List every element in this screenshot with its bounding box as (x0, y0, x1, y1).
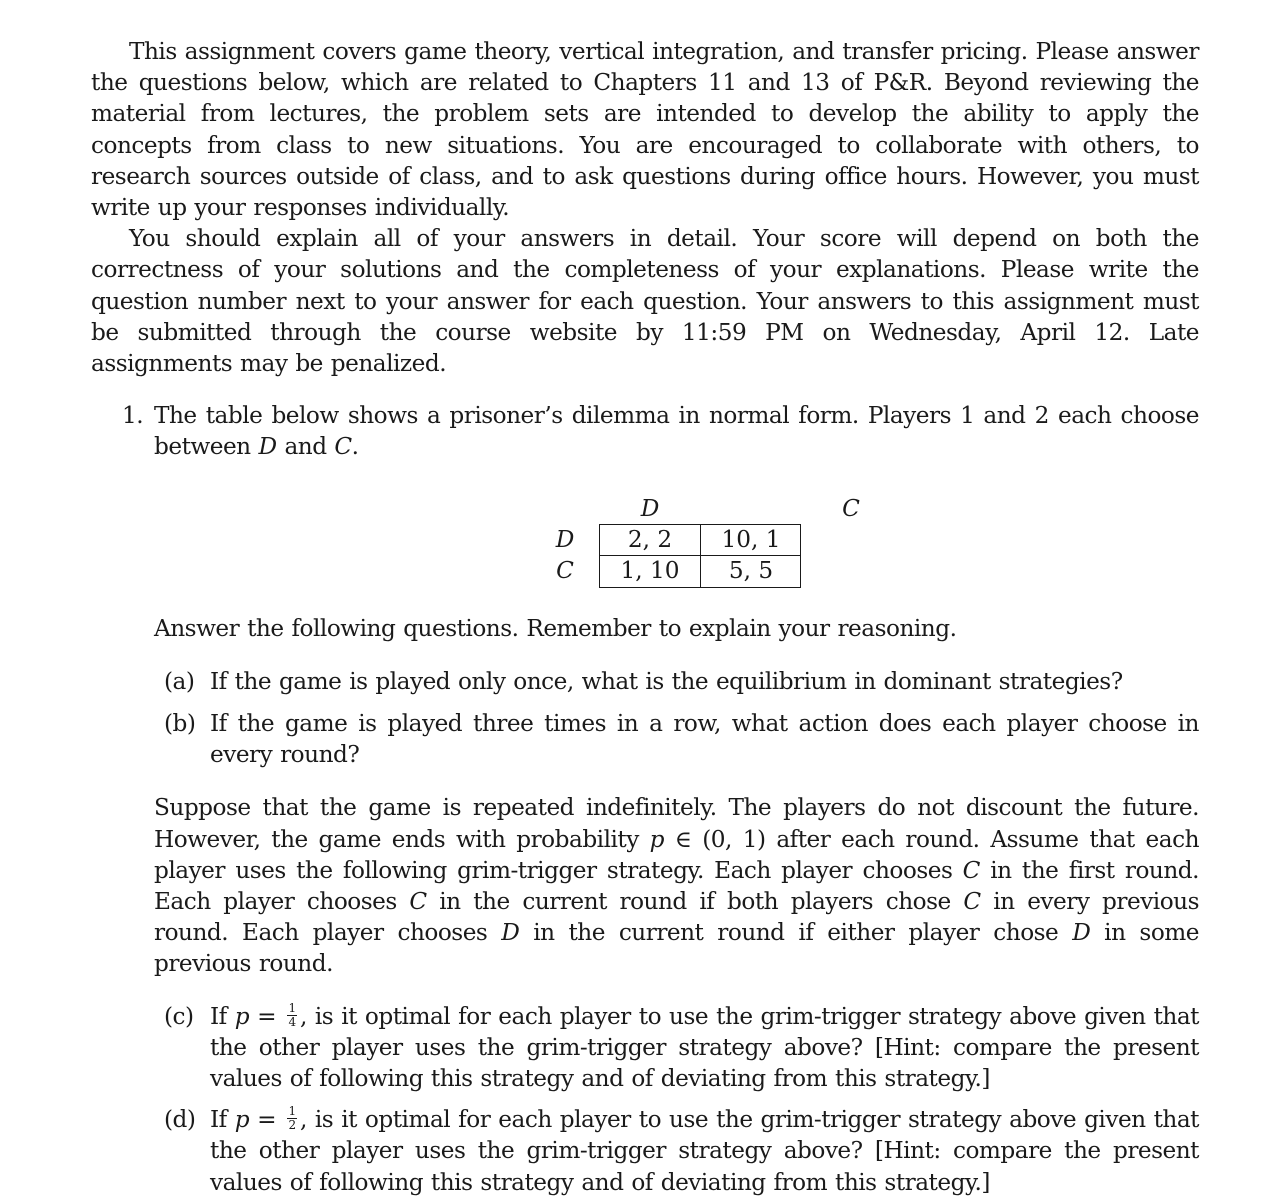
cell-dc: 10, 1 (721, 525, 781, 553)
text-c: If p = $\frac{1}{4}$ , is it optimal for each player to use the grim-trigger strategy above given that the other player uses the grim-trigger strategy above? [Hint: compare the present values of following this strategy and of deviating from this strategy.] (210, 1000, 1199, 1093)
text-d: If p = $\frac{1}{2}$ , is it optimal for each player to use the grim-trigger strategy above given that the other player uses the grim-trigger strategy above? [Hint: compare the present values of following this strategy and of deviating from this strategy.] (210, 1104, 1199, 1196)
sub-question-d (91, 1104, 1199, 1198)
repeated-game-paragraph: Suppose that the game is repeated indefinitely. The players do not discount the future. However, the game ends with probability p ∈ (0, 1) after each round. Assume that each player uses the following grim-trigger strategy. Each player chooses C in the first round. Each player chooses C in the current round if both players chose C in every previous round. Each player chooses D in the current round if either player chose D in some previous round. (154, 794, 1199, 978)
question-1-text: The table below shows a prisoner’s dilemma in normal form. Players 1 and 2 each choose between D and C. (154, 402, 1199, 461)
col-header-c: C (842, 494, 860, 522)
assignment-page (91, 36, 1199, 1198)
fraction-one-half: $\frac{1}{2}$ (288, 1104, 296, 1133)
sub-question-a (91, 666, 1199, 697)
question-1 (91, 400, 1199, 462)
cell-cc: 5, 5 (728, 556, 774, 584)
fraction-one-quarter: $\frac{1}{4}$ (288, 1000, 296, 1029)
sub-question-c (91, 1001, 1199, 1095)
instruction-text: Answer the following questions. Remember to explain your reasoning. (154, 614, 957, 642)
sub-question-b (91, 708, 1199, 770)
col-header-d: D (640, 494, 660, 522)
label-b: (b) (164, 710, 196, 738)
cell-cd: 1, 10 (620, 556, 680, 584)
label-c: (c) (164, 1002, 194, 1030)
text-a: If the game is played only once, what is the equilibrium in dominant strategies? (210, 667, 1123, 695)
intro-paragraph-2: You should explain all of your answers in detail. Your score will depend on both the correctness of your solutions and the completeness of your explanations. Please write the question number next to your answer for each question. Your answers to this assignment must be submitted through the course website by 11:59 PM on Wednesday, April 12. Late assignments may be penalized. (91, 225, 1199, 378)
label-d: (d) (164, 1106, 196, 1134)
row-header-d: D (555, 525, 575, 553)
payoff-table (91, 463, 1199, 613)
row-header-c: C (556, 556, 574, 584)
text-b: If the game is played three times in a row, what action does each player choose in every round? (210, 710, 1199, 769)
question-number: 1. (122, 402, 144, 430)
cell-dd: 2, 2 (627, 525, 673, 553)
intro-paragraph-1: This assignment covers game theory, vertical integration, and transfer pricing. Please answer the questions below, which are related to Chapters 11 and 13 of P&R. Beyond reviewing the material from lectures, the problem sets are intended to develop the ability to apply the concepts from class to new situations. You are encouraged to collaborate with others, to research sources outside of class, and to ask questions during office hours. However, you must write up your responses individually. (91, 38, 1199, 222)
label-a: (a) (164, 667, 195, 695)
